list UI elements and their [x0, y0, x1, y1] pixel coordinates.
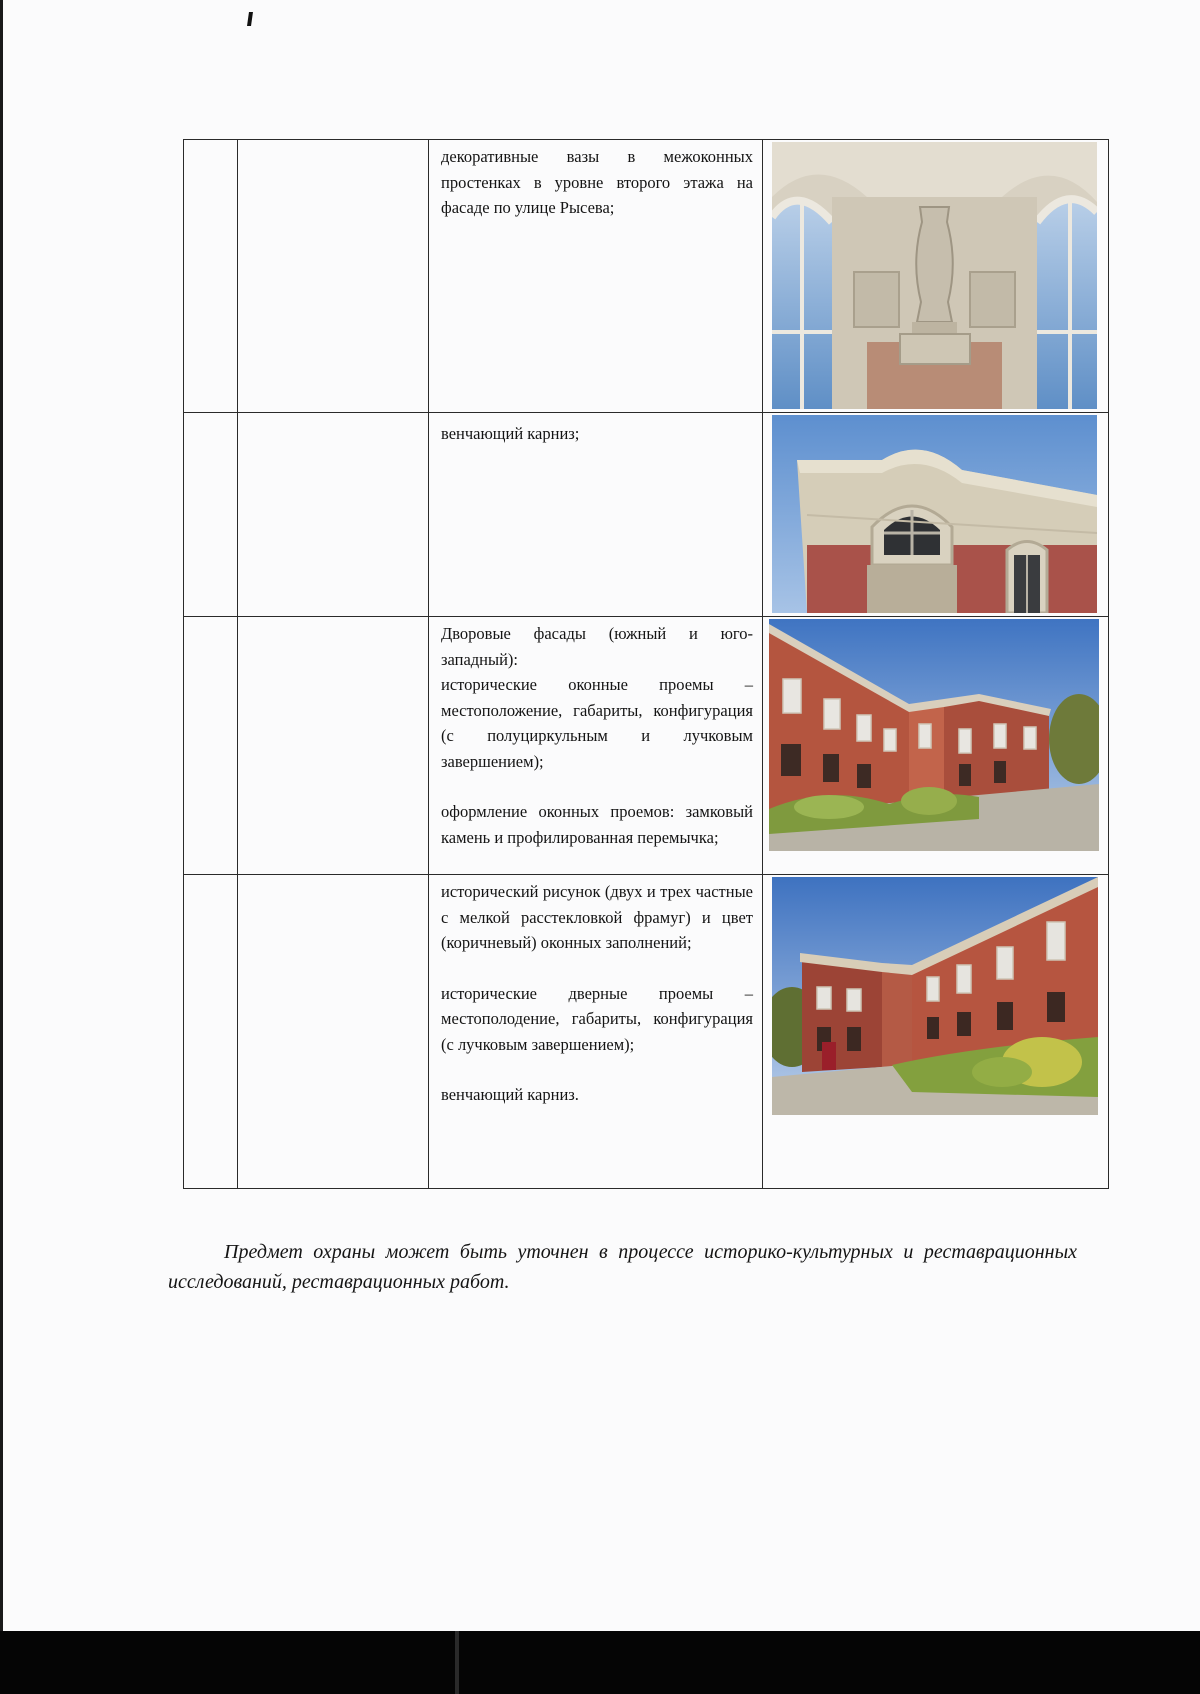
description-text: венчающий карниз; — [441, 424, 580, 443]
photo-cell — [763, 413, 1109, 617]
scan-footer-bar — [0, 1631, 1200, 1694]
description-cell — [429, 617, 763, 875]
element-cell — [238, 413, 429, 617]
description-text: венчающий карниз. — [441, 1085, 579, 1104]
number-cell — [184, 413, 238, 617]
description-cell — [429, 875, 763, 1189]
protection-subject-table — [183, 139, 1109, 1189]
table-row — [184, 140, 1109, 413]
courtyard-facade-photo-2 — [772, 877, 1098, 1115]
description-text: исторические дверные проемы – местополодение, габариты, конфигурация (с лучковым завершением); — [441, 983, 753, 1054]
description-text: оформление оконных проемов: замковый камень и профилированная перемычка; — [441, 802, 753, 847]
element-cell — [238, 140, 429, 413]
number-cell — [184, 875, 238, 1189]
description-text: исторический рисунок (двух и трех частные с мелкой расстекловкой фрамуг) и цвет (коричневый) оконных заполнений; — [441, 882, 753, 952]
scan-footer-divider — [455, 1631, 459, 1694]
description-text: декоративные вазы в межоконных простенках в уровне второго этажа на фасаде по улице Рысева; — [441, 147, 753, 217]
scan-mark — [247, 12, 253, 26]
number-cell — [184, 140, 238, 413]
number-cell — [184, 617, 238, 875]
courtyard-facade-photo-1 — [769, 619, 1099, 851]
photo-cell — [763, 617, 1109, 875]
table-row — [184, 617, 1109, 875]
photo-cell — [763, 140, 1109, 413]
scan-edge — [0, 0, 3, 1694]
element-cell — [238, 875, 429, 1189]
description-cell — [429, 140, 763, 413]
element-cell — [238, 617, 429, 875]
description-text: Дворовые фасады (южный и юго-западный): — [441, 624, 753, 669]
decorative-vase-photo — [772, 142, 1097, 409]
description-text: исторические оконные проемы – местоположение, габариты, конфигурация (с полуциркульным и лучковым завершением); — [441, 675, 753, 771]
description-cell — [429, 413, 763, 617]
photo-cell — [763, 875, 1109, 1189]
table-row — [184, 875, 1109, 1189]
table-row — [184, 413, 1109, 617]
crowning-cornice-photo — [772, 415, 1097, 613]
protection-subject-note: Предмет охраны может быть уточнен в процессе историко-культурных и реставрационных исследований, реставрационных работ. — [168, 1241, 1077, 1293]
